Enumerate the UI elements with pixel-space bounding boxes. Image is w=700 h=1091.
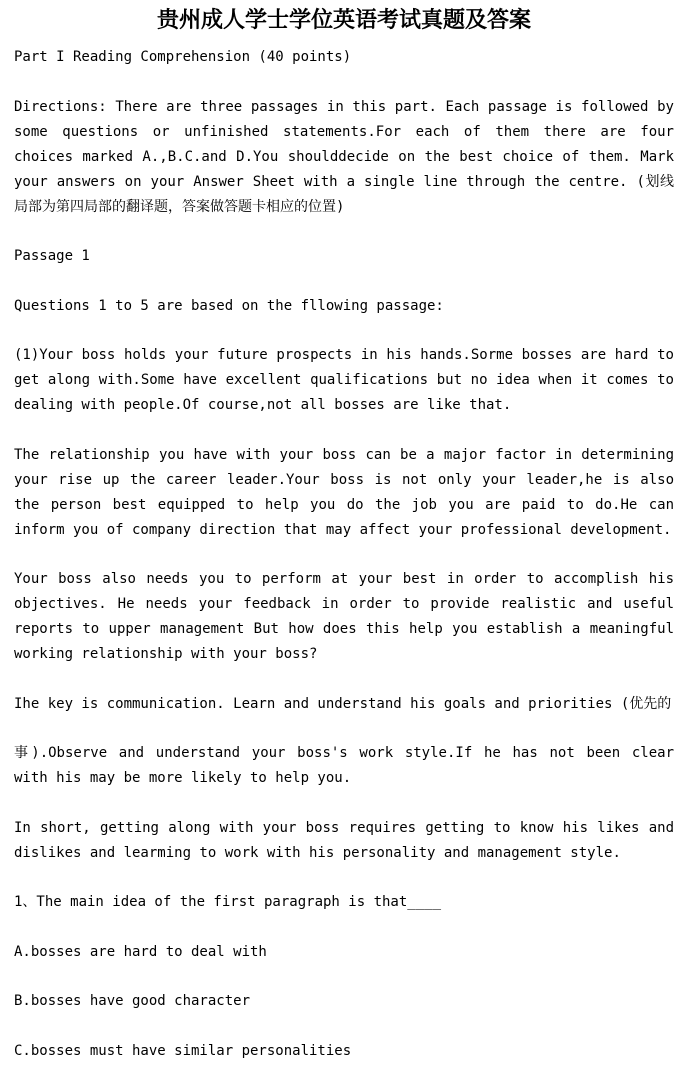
question-1-option-b: B.bosses have good character xyxy=(14,993,251,1009)
questions-intro: Questions 1 to 5 are based on the fllowing passage: xyxy=(14,297,444,314)
passage-paragraph-2: The relationship you have with your boss can be a major factor in determining your rise up the career leader.Your boss is not only your leader,he is also the person best equipped to help you do the job you are paid to do.He can inform you of company direction that may affect your professional development. xyxy=(14,446,674,538)
passage-paragraph-1: (1)Your boss holds your future prospects in his hands.Sorme bosses are hard to get along with.Some have excellent qualifications but no idea when it comes to dealing with people.Of course,not all bosses are like that. xyxy=(14,347,674,413)
document-page xyxy=(14,0,674,1064)
passage-paragraph-6: In short, getting along with your boss requires getting to know his likes and dislikes and learming to work with his personality and management style. xyxy=(14,819,674,861)
question-1-option-c: C.bosses must have similar personalities xyxy=(14,1042,352,1059)
part-heading: Part I Reading Comprehension (40 points) xyxy=(14,49,352,65)
passage-paragraph-4: Ihe key is communication. Learn and understand his goals and priorities (优先的 xyxy=(14,695,672,712)
passage-paragraph-3: Your boss also needs you to perform at your best in order to accomplish his objectives. He needs your feedback in order to provide realistic and useful reports to upper management But how does this help you establish a meaningful working relationship with your boss? xyxy=(14,571,674,662)
question-1-option-a: A.bosses are hard to deal with xyxy=(14,943,267,960)
directions-text: Directions: There are three passages in this part. Each passage is followed by some questions or unfinished statements.For each of them there are four choices marked A.,B.C.and D.You shoulddecide on the best choice of them. Mark your answers on your Answer Sheet with a single line through the centre. (划线局部为第四局部的翻译题，答案做答题卡相应的位置) xyxy=(14,98,674,215)
passage-paragraph-5: 事).Observe and understand your boss's work style.If he has not been clear with his may be more likely to help you. xyxy=(14,745,674,786)
document-title: 贵州成人学士学位英语考试真题及答案 xyxy=(156,7,531,33)
question-1-stem: 1、The main idea of the first paragraph is that____ xyxy=(14,894,442,910)
passage-label: Passage 1 xyxy=(14,248,90,264)
